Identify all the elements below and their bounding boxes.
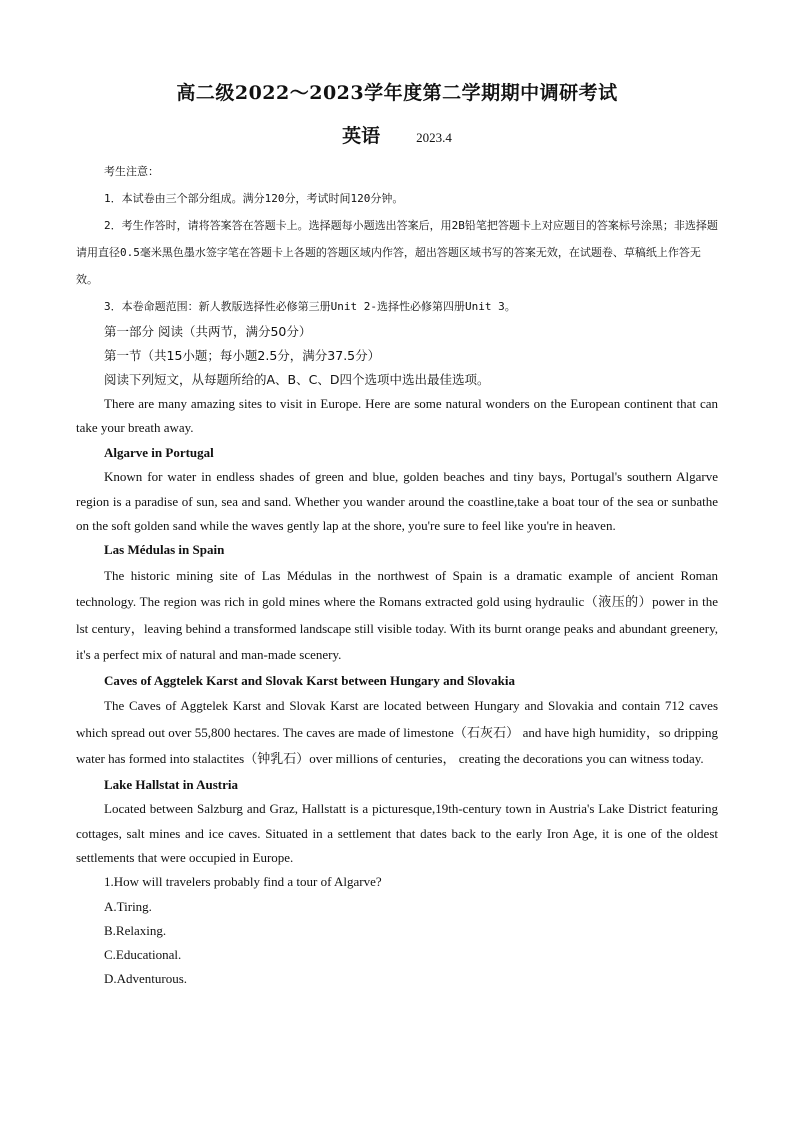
passage-text-hallstat: Located between Salzburg and Graz, Hallstatt is a picturesque,19th-century town in Austria's Lake District featuring cottages, salt mines and ice caves. Situated in a settlement that dates back to the early Iron Age, it is one of the oldest settlements that were occupied in Europe. — [76, 801, 718, 865]
passage-heading-las-medulas: Las Médulas in Spain — [104, 542, 225, 558]
notice-item-2: 2．考生作答时，请将答案答在答题卡上。选择题每小题选出答案后，用2B铅笔把答题卡上对应题目的答案标号涂黑；非选择题请用直径0.5毫米黑色墨水签字笔在答题卡上各题的答题区域内作答，超出答题区域书写的答案无效，在试题卷、草稿纸上作答无效。 — [76, 219, 718, 286]
option-b: B.Relaxing. — [104, 922, 167, 938]
option-d: D.Adventurous. — [104, 971, 188, 987]
notice-label: 考生注意： — [104, 165, 159, 178]
exam-date: 2023.4 — [416, 130, 452, 145]
passage-heading-caves: Caves of Aggtelek Karst and Slovak Karst between Hungary and Slovakia — [104, 672, 515, 688]
exam-subtitle — [0, 121, 794, 148]
notice-item-1: 1．本试卷由三个部分组成。满分120分，考试时间120分钟。 — [104, 192, 404, 205]
instruction-text: 阅读下列短文，从每题所给的A、B、C、D四个选项中选出最佳选项。 — [104, 372, 490, 387]
exam-body — [76, 158, 718, 991]
part-heading: 第一部分 阅读（共两节，满分50分） — [104, 324, 312, 339]
option-a: A.Tiring. — [104, 898, 152, 914]
option-c: C.Educational. — [104, 946, 182, 962]
notice-item-3: 3．本卷命题范围：新人教版选择性必修第三册Unit 2-选择性必修第四册Unit 3。 — [104, 300, 516, 313]
subject-label: 英语 — [342, 125, 381, 147]
question-stem: 1.How will travelers probably find a tour of Algarve? — [104, 874, 382, 890]
subsection-heading: 第一节（共15小题；每小题2.5分，满分37.5分） — [104, 348, 381, 363]
exam-title: 高二级2022～2023学年度第二学期期中调研考试 — [176, 82, 618, 104]
passage-text-las-medulas: The historic mining site of Las Médulas in the northwest of Spain is a dramatic example of ancient Roman technology. The region was rich in gold mines where the Romans extracted gold using hydraulic（液压的）power in the lst century，leaving behind a transformed landscape still visible today. With its burnt orange peaks and abundant greenery, it's a perfect mix of natural and man-made scenery. — [76, 567, 718, 663]
passage-text-algarve: Known for water in endless shades of green and blue, golden beaches and tiny bays, Portugal's southern Algarve region is a paradise of sun, sea and sand. Whether you wander around the coastline,take a boat tour of the sea or sunbathe on the soft golden sand while the waves gently lap at the shore, you're sure to feel like you're in heaven. — [76, 469, 718, 534]
passage-text-caves: The Caves of Aggtelek Karst and Slovak Karst are located between Hungary and Slovakia and contain 712 caves which spread out over 55,800 hectares. The caves are made of limestone（石灰石） and have high humidity，so dripping water has formed into stalactites（钟乳石）over millions of centuries， creating the decorations you can witness today. — [76, 698, 718, 767]
passage-intro: There are many amazing sites to visit in Europe. Here are some natural wonders on the European continent that can take your breath away. — [76, 396, 718, 436]
passage-heading-algarve: Algarve in Portugal — [104, 444, 214, 460]
passage-heading-hallstat: Lake Hallstat in Austria — [104, 776, 238, 792]
